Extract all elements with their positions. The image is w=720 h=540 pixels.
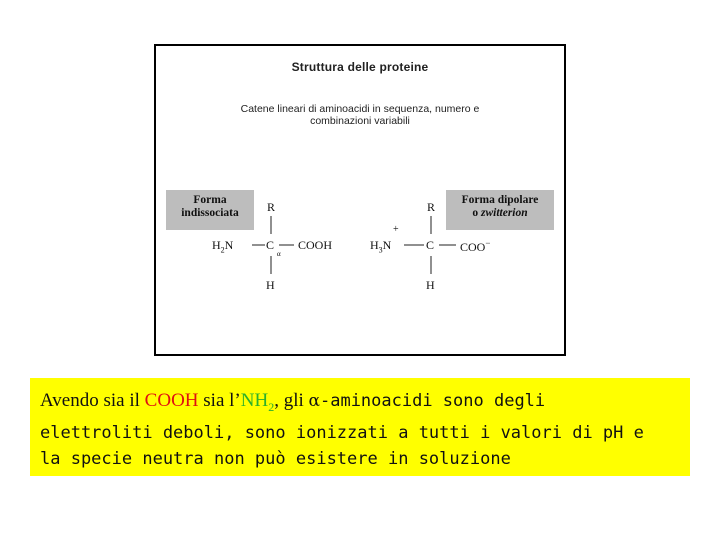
left-hydrogen: H	[266, 278, 275, 292]
right-hydrogen: H	[426, 278, 435, 292]
caption-alpha: α	[308, 391, 320, 411]
caption-cooh: COOH	[144, 390, 199, 411]
left-amino-n: N	[224, 238, 234, 252]
label-right-italic: zwitterion	[480, 207, 528, 219]
figure-subtitle-line2: combinazioni variabili	[310, 115, 410, 127]
caption-box	[30, 378, 690, 476]
right-carboxylate-text: COO	[460, 240, 486, 254]
caption-part3: , gli	[274, 390, 309, 411]
label-right-line1: Forma dipolare	[461, 194, 539, 206]
left-amino-group	[212, 238, 233, 254]
left-alpha-label: α	[277, 250, 281, 258]
right-plus-charge: +	[393, 224, 399, 235]
right-ammonium-h: H	[370, 238, 379, 252]
right-carboxylate-group	[460, 238, 490, 255]
left-amino-h: H	[212, 238, 221, 252]
label-right-prefix: o	[472, 207, 481, 219]
right-ammonium-group	[370, 238, 391, 254]
caption-nh-sub: 2	[268, 399, 275, 414]
figure-subtitle-line1: Catene lineari di aminoacidi in sequenza, numero e	[240, 103, 480, 115]
caption-part4: -aminoacidi sono degli	[319, 391, 546, 411]
caption-nh2	[240, 390, 275, 414]
right-alpha-carbon: C	[426, 238, 435, 252]
label-left-line2: indissociata	[181, 207, 239, 219]
figure-frame	[154, 44, 566, 356]
left-alpha-carbon: C	[266, 238, 275, 252]
left-r-group: R	[267, 200, 276, 214]
left-amino-sub: 2	[220, 245, 225, 255]
label-left-line1: Forma	[193, 194, 227, 206]
right-minus-charge: −	[485, 238, 491, 248]
caption-line2: elettroliti deboli, sono ionizzati a tutti i valori di pH e	[40, 422, 644, 443]
bond-lines	[156, 46, 568, 358]
right-r-group: R	[427, 200, 436, 214]
caption-nh-main: NH	[240, 390, 269, 411]
caption-part2: sia l’	[198, 390, 241, 411]
caption-line3: la specie neutra non può esistere in soluzione	[40, 448, 511, 469]
figure-title: Struttura delle proteine	[291, 60, 429, 74]
caption-line1	[40, 388, 680, 420]
right-ammonium-sub: 3	[378, 245, 383, 255]
caption-part1: Avendo sia il	[40, 390, 145, 411]
left-carboxyl-group: COOH	[298, 238, 333, 252]
right-ammonium-n: N	[382, 238, 392, 252]
